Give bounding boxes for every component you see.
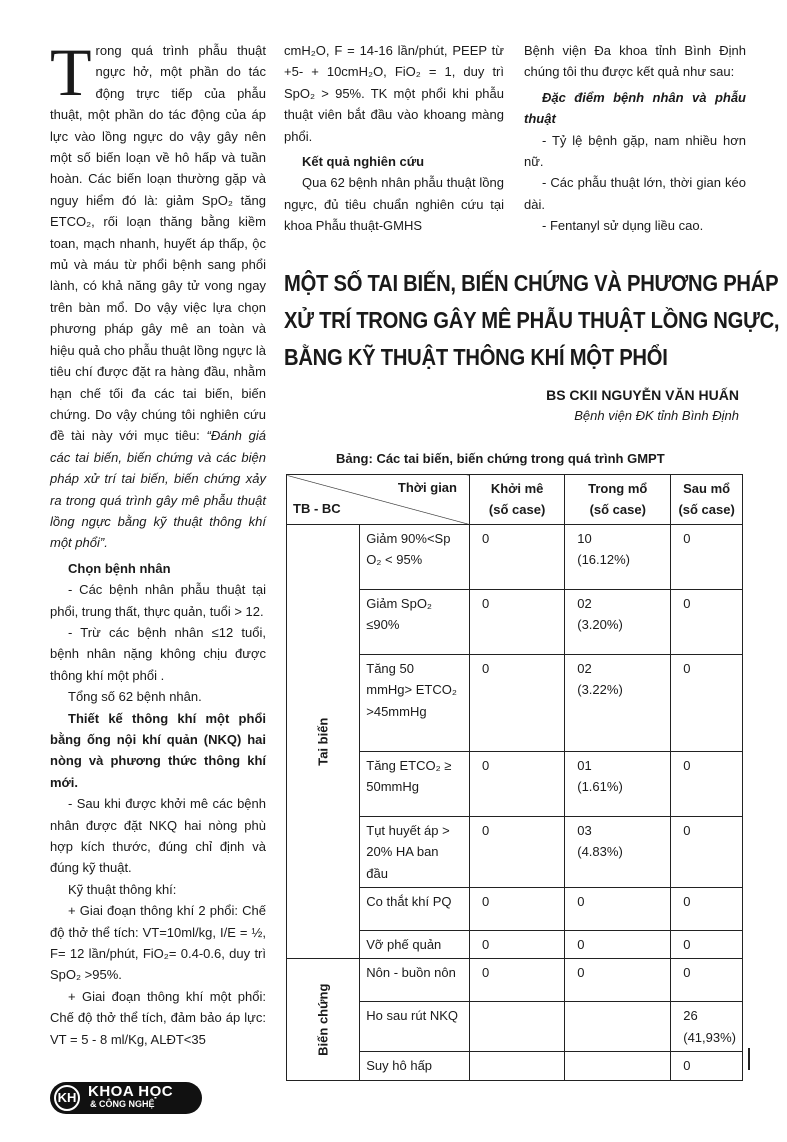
cell-induction-value: 0 xyxy=(481,757,490,773)
cell-after xyxy=(671,654,743,751)
intro-text: rong quá trình phẫu thuật ngực hở, một phần do tác động trực tiếp của phẫu thuật, một phần do tác động của áp lực vào lồng ngực do vậy gây nên một số biến loạn về hô hấp và tuần hoàn. Các biến loạn thường gặp và nguy hiểm đó là: giảm SpO₂ tăng ETCO₂, rối loạn thăng bằng kiềm toan, mạch nhanh, huyết áp thấp, ộc mủ và máu từ phổi bệnh sang phổi lành, có khả năng gây tử vong ngay trên bàn mổ. Do vậy việc lựa chọn phương pháp gây mê an toàn và hiệu quả cho phẫu thuật lồng ngực là tiêu chí được đặt ra hàng đầu, nhằm hạn chế tối đa các tai biến, biến chứng. Do vậy chúng tôi nghiên cứu đề tài này với mục tiêu: xyxy=(50,43,266,444)
cell-during xyxy=(565,888,671,931)
col3-continuation: Bệnh viện Đa khoa tỉnh Bình Định chúng tôi thu được kết quả như sau: xyxy=(524,43,746,80)
cell-after xyxy=(671,931,743,959)
cell-after xyxy=(671,816,743,887)
cell-after xyxy=(671,959,743,1002)
title-line-3: BẰNG KỸ THUẬT THÔNG KHÍ MỘT PHỔI xyxy=(284,344,668,370)
objective-text: “Đánh giá các tai biến, biến chứng và các biện pháp xử trí tai biến, biến chứng xảy ra trong quá trình gây mê phẫu thuật lồng ngực bằng kỹ thuật thông khí một phổi”. xyxy=(50,428,266,551)
cell-induction xyxy=(469,751,564,816)
group-label-text: Tai biến xyxy=(315,717,331,766)
cell-induction-value: 0 xyxy=(481,530,490,546)
header-after xyxy=(671,475,743,525)
cell-during-percent: (4.83%) xyxy=(577,844,623,860)
row-label-value: Tăng ETCO₂ ≥ 50mmHg xyxy=(366,757,452,795)
author-affiliation: Bệnh viện ĐK tỉnh Bình Định xyxy=(574,408,739,423)
select-criteria-2: - Trừ các bệnh nhân ≤12 tuổi, bệnh nhân nặng không chịu được thông khí một phổi . xyxy=(50,624,266,683)
row-label xyxy=(360,888,470,931)
cell-after xyxy=(671,524,743,589)
select-criteria-1: - Các bệnh nhân phẫu thuật tại phổi, trung thất, thực quản, tuổi > 12. xyxy=(50,582,266,619)
cell-during-percent: (1.61%) xyxy=(577,779,623,795)
cell-during-value: 0 xyxy=(577,894,585,910)
cell-during-value: 10 xyxy=(577,530,592,546)
cell-induction xyxy=(469,931,564,959)
cell-induction xyxy=(469,589,564,654)
cell-induction-value: 0 xyxy=(481,595,490,611)
cell-induction xyxy=(469,1002,564,1052)
cell-during xyxy=(565,931,671,959)
header-during xyxy=(565,475,671,525)
header-induction-label: Khởi mê xyxy=(490,481,544,496)
cell-during-value: 02 xyxy=(577,595,592,611)
row-label xyxy=(360,589,470,654)
cell-induction xyxy=(469,816,564,887)
heading-design: Thiết kế thông khí một phổi bằng ống nội khí quản (NKQ) hai nòng và phương thức thông khí mới. xyxy=(50,710,266,790)
row-label-value: Giảm 90%<Sp O₂ < 95% xyxy=(366,530,451,568)
header-during-label: Trong mổ xyxy=(588,481,648,496)
cell-after-value: 0 xyxy=(683,595,691,611)
heading-select-patients: Chọn bệnh nhân xyxy=(68,560,171,576)
cell-after xyxy=(671,888,743,931)
cell-after-value: 0 xyxy=(683,1058,691,1074)
cell-during xyxy=(565,959,671,1002)
row-label xyxy=(360,524,470,589)
cell-after-value: 26 xyxy=(683,1008,698,1024)
row-label xyxy=(360,816,470,887)
feature-1: - Tỷ lệ bệnh gặp, nam nhiều hơn nữ. xyxy=(524,132,746,170)
feature-2: - Các phẫu thuật lớn, thời gian kéo dài. xyxy=(524,175,746,212)
cell-during-value: 02 xyxy=(577,660,592,676)
author-name: BS CKII NGUYỄN VĂN HUẤN xyxy=(546,387,739,403)
cell-induction xyxy=(469,654,564,751)
header-induction xyxy=(469,475,564,525)
header-induction-sub: (số case) xyxy=(488,502,546,518)
cell-induction-value: 0 xyxy=(481,965,490,981)
feature-3: - Fentanyl sử dụng liều cao. xyxy=(542,218,704,234)
cell-after-value: 0 xyxy=(683,822,691,838)
row-label-value: Co thắt khí PQ xyxy=(366,894,452,910)
cell-induction xyxy=(469,524,564,589)
intro-paragraph xyxy=(50,34,266,554)
header-tbbc: TB - BC xyxy=(293,501,341,517)
cell-during xyxy=(565,816,671,887)
cell-after xyxy=(671,1002,743,1052)
column-2 xyxy=(284,40,504,237)
cell-during xyxy=(565,654,671,751)
column-1 xyxy=(50,34,266,1050)
row-label xyxy=(360,1002,470,1052)
cell-during-value: 03 xyxy=(577,822,592,838)
table-body xyxy=(287,524,743,1080)
table-row xyxy=(287,959,743,1002)
group-label-incidents xyxy=(287,524,360,959)
cell-induction xyxy=(469,1052,564,1080)
cell-after xyxy=(671,751,743,816)
row-label xyxy=(360,654,470,751)
heading-features: Đặc điểm bệnh nhân và phẫu thuật xyxy=(524,89,746,127)
cell-during-percent: (3.22%) xyxy=(577,682,623,698)
row-label xyxy=(360,751,470,816)
cell-during xyxy=(565,589,671,654)
one-lung-phase: + Giai đoạn thông khí một phổi: Chế độ thở thể tích, đảm bảo áp lực: VT = 5 - 8 ml/Kg, ALĐT<35 xyxy=(50,988,266,1047)
row-label-value: Ho sau rút NKQ xyxy=(366,1008,459,1024)
cell-after-value: 0 xyxy=(683,530,691,546)
title-line-1: MỘT SỐ TAI BIẾN, BIẾN CHỨNG VÀ PHƯƠNG PHÁP xyxy=(284,270,779,296)
cell-during xyxy=(565,524,671,589)
header-diagonal-cell xyxy=(287,475,470,525)
header-during-sub: (số case) xyxy=(589,502,646,518)
row-label-value: Giảm SpO₂ ≤90% xyxy=(366,595,432,633)
cell-during-value: 0 xyxy=(577,937,585,953)
two-lung-phase: + Giai đoạn thông khí 2 phổi: Chế độ thở thể tích: VT=10ml/kg, I/E = ½, F= 12 lần/phút, FiO₂= 0.4-0.6, duy trì SpO₂ >95%. xyxy=(50,903,266,983)
row-label-value: Vỡ phế quản xyxy=(366,937,442,953)
cell-during-value: 0 xyxy=(577,965,585,981)
heading-results: Kết quả nghiên cứu xyxy=(302,154,425,170)
row-label-value: Suy hô hấp xyxy=(366,1058,433,1074)
table-caption: Bảng: Các tai biến, biến chứng trong quá trình GMPT xyxy=(336,451,665,466)
col2-continuation: cmH₂O, F = 14-16 lần/phút, PEEP từ +5- + 10cmH₂O, FiO₂ = 1, duy trì SpO₂ > 95%. TK một phổi khi phẫu thuật viên bắt đầu vào khoang màng phổi. xyxy=(284,43,504,144)
row-label xyxy=(360,931,470,959)
header-after-sub: (số case) xyxy=(678,502,735,518)
table-row xyxy=(287,524,743,589)
cell-induction-value: 0 xyxy=(481,937,490,953)
cell-during xyxy=(565,1052,671,1080)
cell-after-value: 0 xyxy=(683,894,691,910)
row-label xyxy=(360,959,470,1002)
column-3 xyxy=(524,40,746,237)
cell-induction xyxy=(469,959,564,1002)
cell-during-value: 01 xyxy=(577,757,592,773)
technique-label: Kỹ thuật thông khí: xyxy=(68,881,177,897)
cell-after-value: 0 xyxy=(683,965,691,981)
cell-after-percent: (41,93%) xyxy=(683,1029,736,1045)
total-patients: Tổng số 62 bệnh nhân. xyxy=(68,689,202,705)
cell-induction-value: 0 xyxy=(481,822,490,838)
cell-during xyxy=(565,751,671,816)
cell-after-value: 0 xyxy=(683,660,691,676)
title-line-2: XỬ TRÍ TRONG GÂY MÊ PHẪU THUẬT LỒNG NGỰC, xyxy=(284,307,780,333)
article-title xyxy=(284,265,780,376)
cell-after xyxy=(671,1052,743,1080)
cell-after-value: 0 xyxy=(683,937,691,953)
cell-induction-value: 0 xyxy=(481,894,490,910)
header-after-label: Sau mổ xyxy=(683,481,731,496)
cell-induction-value: 0 xyxy=(481,660,490,676)
complications-table xyxy=(286,474,743,1081)
group-label-text: Biến chứng xyxy=(315,983,331,1056)
row-label-value: Tụt huyết áp > 20% HA ban đầu xyxy=(366,822,450,881)
design-paragraph: - Sau khi được khởi mê các bệnh nhân được đặt NKQ hai nòng phù hợp kích thước, đúng chỉ định và đúng kỹ thuật. xyxy=(50,796,266,876)
page-edge-mark xyxy=(748,1048,750,1070)
cell-during-percent: (16.12%) xyxy=(577,552,630,568)
row-label-value: Nôn - buồn nôn xyxy=(366,965,456,981)
cell-during-percent: (3.20%) xyxy=(577,617,623,633)
magazine-logo xyxy=(50,1082,202,1114)
drop-cap: T xyxy=(50,34,92,110)
cell-induction xyxy=(469,888,564,931)
logo-mark: KH xyxy=(54,1085,80,1111)
cell-during xyxy=(565,1002,671,1052)
row-label-value: Tăng 50 mmHg> ETCO₂ >45mmHg xyxy=(366,660,457,719)
logo-line-2: & CÔNG NGHỆ xyxy=(90,1099,155,1109)
group-label-complications xyxy=(287,959,360,1080)
header-time: Thời gian xyxy=(397,480,457,495)
logo-line-1: KHOA HỌC xyxy=(88,1083,174,1100)
results-paragraph: Qua 62 bệnh nhân phẫu thuật lồng ngực, đủ tiêu chuẩn nghiên cứu tại khoa Phẫu thuật-GMHS xyxy=(284,175,504,234)
cell-after xyxy=(671,589,743,654)
row-label xyxy=(360,1052,470,1080)
cell-after-value: 0 xyxy=(683,757,691,773)
